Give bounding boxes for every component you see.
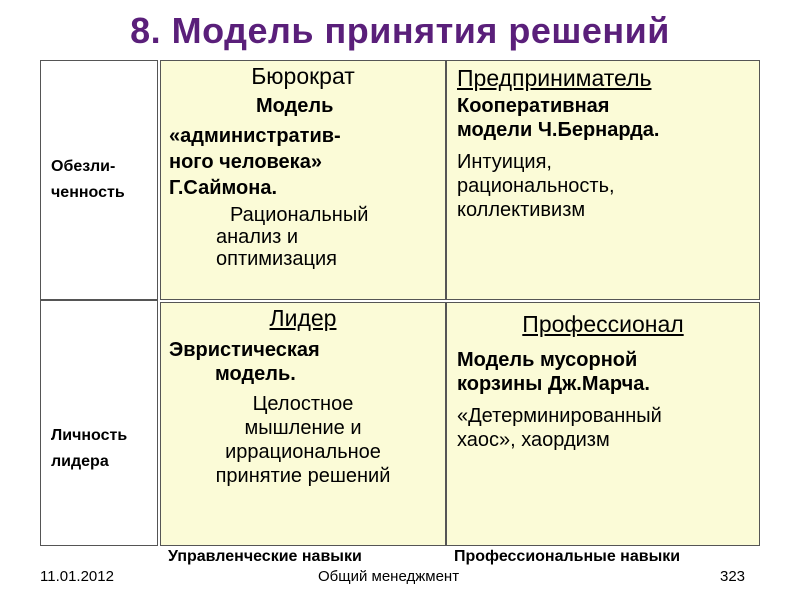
entrepreneur-model-line-2: модели Ч.Бернарда. — [457, 119, 660, 141]
entrepreneur-approach-line-1: Интуиция, — [457, 151, 552, 173]
column-label-management-skills: Управленческие навыки — [168, 548, 362, 565]
bureaucrat-model-line-2: «административ- — [169, 125, 341, 147]
professional-approach-line-2: хаос», хаордизм — [457, 429, 610, 451]
bureaucrat-model-line-4: Г.Саймона. — [169, 177, 278, 199]
entrepreneur-heading: Предприниматель — [457, 65, 652, 91]
leader-model-line-1: Эвристическая — [169, 339, 320, 361]
quadrant-leader — [160, 302, 446, 546]
leader-approach-line-4: принятие решений — [215, 465, 391, 487]
leader-approach-line-1: Целостное — [252, 393, 354, 415]
footer-date: 11.01.2012 — [40, 568, 114, 585]
professional-heading: Профессионал — [522, 311, 684, 337]
professional-model-line-2: корзины Дж.Марча. — [457, 373, 650, 395]
footer-page-number: 323 — [720, 568, 746, 585]
professional-model-line-1: Модель мусорной — [457, 349, 638, 371]
entrepreneur-approach-line-2: рациональность, — [457, 175, 615, 197]
bureaucrat-approach-line-1: Рациональный — [230, 204, 369, 226]
bureaucrat-model-line-1: Модель — [256, 95, 334, 117]
row-label-leader-personality — [40, 300, 158, 546]
entrepreneur-model-line-1: Кооперативная — [457, 95, 610, 117]
footer-course: Общий менеджмент — [318, 568, 460, 585]
professional-approach-line-1: «Детерминированный — [457, 405, 662, 427]
leader-approach-line-2: мышление и — [244, 417, 362, 439]
bureaucrat-approach-line-2: анализ и — [216, 226, 299, 248]
row-label-impersonality-line-1: Обезли- — [51, 158, 116, 175]
row-label-impersonality — [40, 60, 158, 300]
leader-approach-line-3: иррациональное — [225, 441, 381, 463]
leader-heading: Лидер — [269, 305, 337, 331]
leader-model-line-2: модель. — [215, 363, 296, 385]
row-label-leader-line-1: Личность — [51, 427, 128, 444]
row-label-impersonality-line-2: ченность — [51, 184, 125, 201]
slide-title: 8. Модель принятия решений — [130, 10, 670, 51]
bureaucrat-heading: Бюрократ — [251, 63, 355, 89]
quadrant-bureaucrat — [160, 60, 446, 300]
quadrant-professional — [446, 302, 760, 546]
quadrant-entrepreneur — [446, 60, 760, 300]
bureaucrat-model-line-3: ного человека» — [169, 151, 322, 173]
bureaucrat-approach-line-3: оптимизация — [216, 248, 337, 270]
entrepreneur-approach-line-3: коллективизм — [457, 199, 586, 221]
column-label-professional-skills: Профессиональные навыки — [454, 548, 681, 565]
row-label-leader-line-2: лидера — [51, 453, 109, 470]
